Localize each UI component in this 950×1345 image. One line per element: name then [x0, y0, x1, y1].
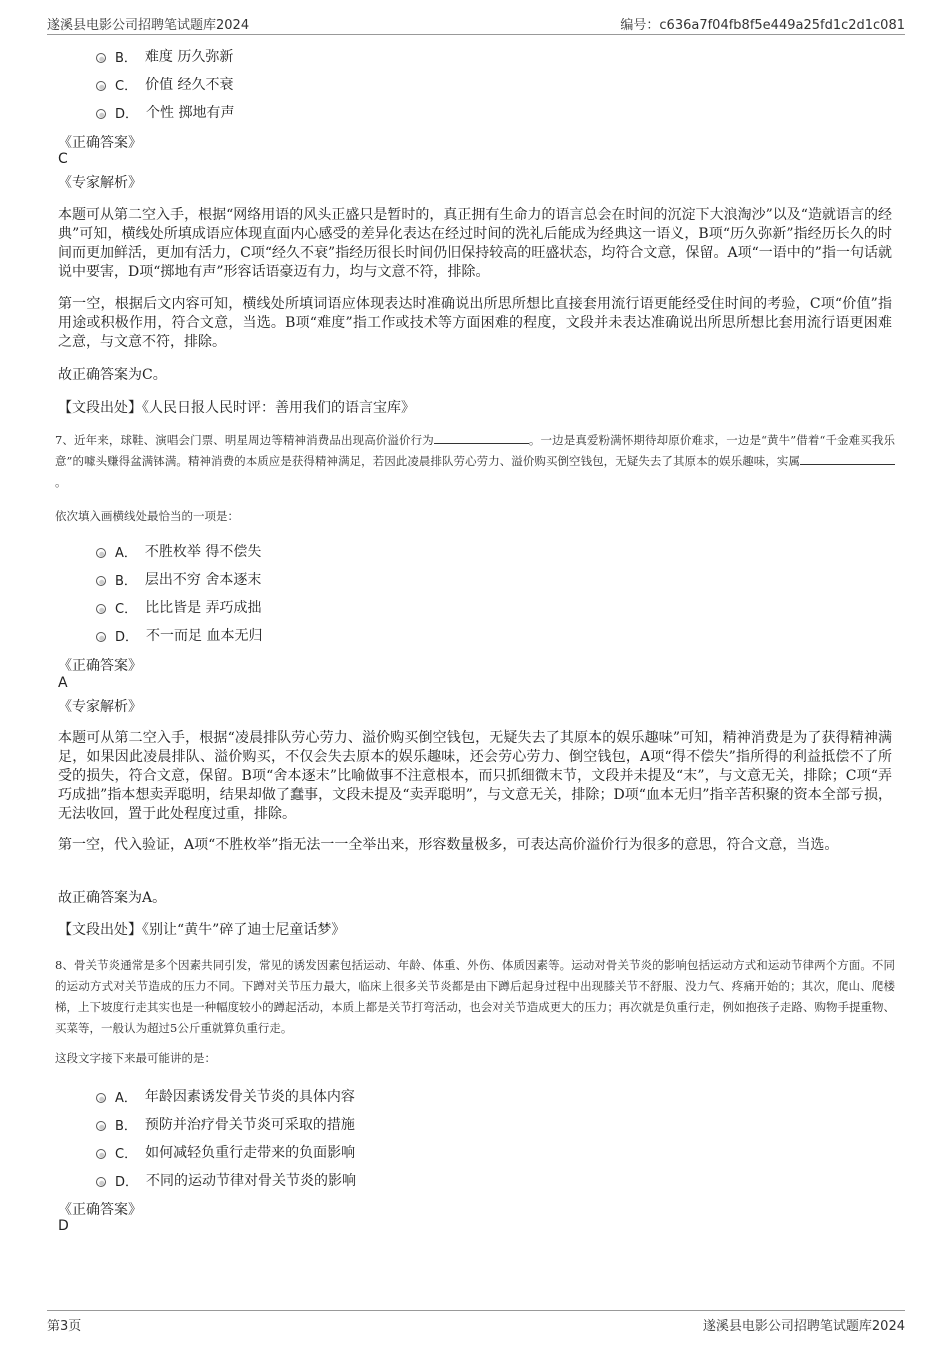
option-text: 比比皆是 弄巧成拙 [145, 600, 262, 616]
q6-analysis-conclusion: 故正确答案为C。 [58, 367, 167, 383]
radio-icon[interactable] [96, 1121, 106, 1131]
header-doc-id: 编号：c636a7f04fb8f5e449a25fd1c2d1c081 [620, 18, 905, 33]
q7-stem [55, 430, 895, 493]
q6-option-b[interactable] [96, 45, 233, 67]
q8-stem: 8、骨关节炎通常是多个因素共同引发，常见的诱发因素包括运动、年龄、体重、外伤、体质因素等。运动对骨关节炎的影响包括运动方式和运动节律两个方面。不同的运动方式对关节造成的压力不同。下蹲对关节压力最大，临床上很多关节炎都是由下蹲后起身过程中出现膝关节不舒服、没力气、疼痛开始的；其次，爬山、爬楼梯，上下坡度行走其实也是一种幅度较小的蹲起活动，本质上都是关节打弯活动，也会对关节造成更大的压力；再次就是负重行走，例如抱孩子走路、购物手提重物、买菜等，一般认为超过5公斤重就算负重行走。 [55, 958, 895, 1035]
q6-analysis-p2: 第一空，根据后文内容可知，横线处所填词语应体现表达时准确说出所思所想比直接套用流行语更能经受住时间的考验，C项“价值”指用途或积极作用，符合文意，当选。B项“难度”指工作或技术等方面困难的程度，文段并未表达准确说出所思所想比套用流行语更困难之意，与文意不符，排除。 [58, 296, 892, 350]
q7-stem-part2: 。一边是真爱粉满怀期待却原价难求，一边是“黄牛”借着“千金难买我乐意”的噱头赚得盆满钵满。精神消费的本质应是获得精神满足，若因此凌晨排队劳心劳力、溢价购买倒空钱包，无疑失去了其原本的娱乐趣味，实属 [55, 433, 895, 468]
q6-option-d[interactable] [96, 101, 234, 123]
q8-prompt: 这段文字接下来最可能讲的是： [55, 1051, 216, 1065]
page-number: 第3页 [47, 1319, 82, 1334]
radio-icon[interactable] [96, 632, 106, 642]
q7-option-d[interactable] [96, 624, 262, 646]
option-letter: C． [115, 601, 138, 617]
option-letter: B． [115, 1118, 137, 1134]
q8-option-b[interactable] [96, 1113, 355, 1135]
radio-icon[interactable] [96, 548, 106, 558]
header-title: 遂溪县电影公司招聘笔试题库2024 [47, 18, 250, 33]
q6-answer: C [58, 151, 68, 167]
option-letter: D． [115, 106, 139, 122]
radio-icon[interactable] [96, 1093, 106, 1103]
q7-analysis-p2: 第一空，代入验证，A项“不胜枚举”指无法一一全举出来，形容数量极多，可表达高价溢价行为很多的意思，符合文意，当选。 [58, 837, 839, 853]
q7-analysis-label: 《专家解析》 [58, 699, 142, 715]
option-text: 层出不穷 舍本逐末 [144, 572, 262, 588]
option-letter: D． [115, 1174, 139, 1190]
option-letter: D． [115, 629, 139, 645]
q7-blank-2[interactable] [800, 452, 895, 465]
option-text: 难度 历久弥新 [144, 49, 234, 65]
q7-analysis-conclusion: 故正确答案为A。 [58, 890, 167, 906]
q7-stem-part3: 。 [55, 475, 67, 489]
radio-icon[interactable] [96, 1177, 106, 1187]
option-text: 不同的运动节律对骨关节炎的影响 [146, 1173, 357, 1189]
radio-icon[interactable] [96, 109, 106, 119]
option-text: 预防并治疗骨关节炎可采取的措施 [144, 1117, 355, 1133]
q7-option-b[interactable] [96, 568, 261, 590]
radio-icon[interactable] [96, 81, 106, 91]
q7-source: 【文段出处】《别让“黄牛”碎了迪士尼童话梦》 [58, 922, 346, 938]
q6-answer-label: 《正确答案》 [58, 135, 142, 151]
q8-option-c[interactable] [96, 1141, 355, 1163]
q7-blank-1[interactable] [434, 431, 529, 444]
radio-icon[interactable] [96, 576, 106, 586]
option-letter: A． [115, 1090, 137, 1106]
q8-answer-label: 《正确答案》 [58, 1202, 142, 1218]
option-letter: B． [115, 50, 137, 66]
option-letter: A． [115, 545, 137, 561]
option-letter: B． [115, 573, 137, 589]
q7-option-a[interactable] [96, 540, 261, 562]
page-footer [47, 1310, 905, 1335]
q8-option-a[interactable] [96, 1085, 355, 1107]
q6-option-c[interactable] [96, 73, 234, 95]
page-header [47, 10, 905, 35]
q7-answer-label: 《正确答案》 [58, 658, 142, 674]
option-letter: C． [115, 78, 138, 94]
q6-analysis-p1: 本题可从第二空入手，根据“网络用语的风头正盛只是暂时的，真正拥有生命力的语言总会在时间的沉淀下大浪淘沙”以及“造就语言的经典”可知，横线处所填成语应体现直面内心感受的差异化表达在经过时间的洗礼后能成为经典这一语义，B项“历久弥新”指经历长久的时间而更加鲜活，更加有活力，C项“经久不衰”指经历很长时间仍旧保持较高的旺盛状态，均符合文意，保留。A项“一语中的”指一句话就说中要害，D项“掷地有声”形容话语豪迈有力，均与文意不符，排除。 [58, 207, 892, 280]
q6-source: 【文段出处】《人民日报人民时评：善用我们的语言宝库》 [58, 400, 415, 416]
footer-title: 遂溪县电影公司招聘笔试题库2024 [702, 1319, 905, 1334]
radio-icon[interactable] [96, 53, 106, 63]
option-text: 如何减轻负重行走带来的负面影响 [145, 1145, 356, 1161]
option-text: 不胜枚举 得不偿失 [144, 544, 262, 560]
q8-answer: D [58, 1218, 69, 1234]
radio-icon[interactable] [96, 1149, 106, 1159]
q7-analysis-p1: 本题可从第二空入手，根据“凌晨排队劳心劳力、溢价购买倒空钱包，无疑失去了其原本的娱乐趣味”可知，精神消费是为了获得精神满足，如果因此凌晨排队、溢价购买，不仅会失去原本的娱乐趣味，还会劳心劳力、倒空钱包，A项“得不偿失”指所得的利益抵偿不了所受的损失，符合文意，保留。B项“舍本逐末”比喻做事不注意根本，而只抓细微末节，文段并未提及“末”，与文意无关，排除；C项“弄巧成拙”指本想卖弄聪明，结果却做了蠢事，文段未提及“卖弄聪明”，与文意无关，排除；D项“血本无归”指辛苦积聚的资本全部亏损，无法收回，置于此处程度过重，排除。 [58, 730, 892, 822]
option-letter: C． [115, 1146, 138, 1162]
q8-option-d[interactable] [96, 1169, 356, 1191]
q7-prompt: 依次填入画横线处最恰当的一项是： [55, 509, 239, 523]
q7-answer: A [58, 675, 68, 691]
option-text: 价值 经久不衰 [145, 77, 234, 93]
option-text: 不一而足 血本无归 [146, 628, 263, 644]
q7-option-c[interactable] [96, 596, 262, 618]
q7-stem-part1: 7、近年来，球鞋、演唱会门票、明星周边等精神消费品出现高价溢价行为 [55, 433, 434, 447]
option-text: 年龄因素诱发骨关节炎的具体内容 [144, 1089, 355, 1105]
q6-analysis-label: 《专家解析》 [58, 175, 142, 191]
option-text: 个性 掷地有声 [146, 105, 235, 121]
radio-icon[interactable] [96, 604, 106, 614]
